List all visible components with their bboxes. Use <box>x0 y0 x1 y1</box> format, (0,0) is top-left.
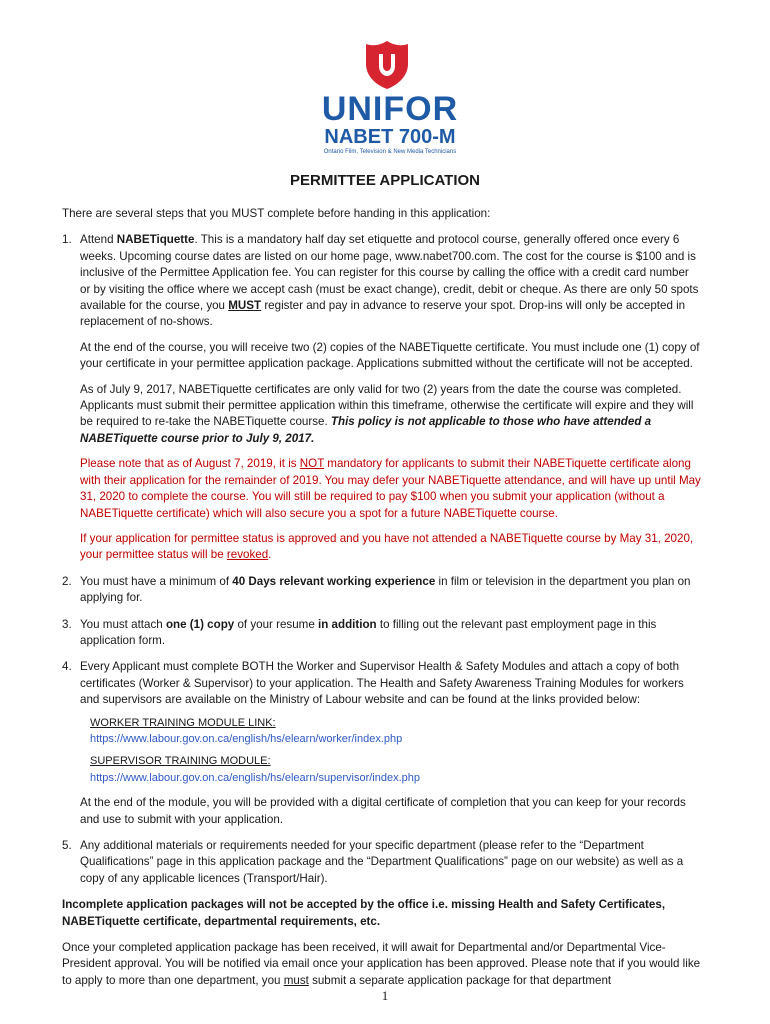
item-4-certificate-note: At the end of the module, you will be provided with a digital certificate of completion that you can keep for your records and use to submit with your application. <box>80 796 686 826</box>
brand-name: UNIFOR <box>321 90 459 128</box>
brand-tagline: Ontario Film, Television & New Media Technicians <box>323 149 457 155</box>
supervisor-module-link[interactable]: https://www.labour.gov.on.ca/english/hs/elearn/supervisor/index.php <box>90 771 420 784</box>
intro-text: There are several steps that you MUST complete before handing in this application: <box>62 207 491 220</box>
item-number: 4. <box>62 660 72 674</box>
page-number: 1 <box>381 988 389 1003</box>
brand-text <box>315 92 465 156</box>
item-1-paragraph-2: At the end of the course, you will receive two (2) copies of the NABETiquette certificate. You must include one (1) copy of your certificate in your permittee application package. Applications submitted without the certificate will not be accepted. <box>80 340 700 371</box>
training-links <box>80 715 702 787</box>
item-1-paragraph-3: As of July 9, 2017, NABETiquette certificates are only valid for two (2) years from the date the course was completed. Applicants must submit their permittee application within this timeframe, otherwise the certificate will expire and they will be required to re-take the NABETiquette course. This policy is not applicable to those who have attended a NABETiquette course prior to July 9, 2017. <box>80 382 694 445</box>
list-item-5 <box>62 838 702 887</box>
item-number: 2. <box>62 574 72 588</box>
item-1-notice: Please note that as of August 7, 2019, it is NOT mandatory for applicants to submit their NABETiquette certificate along with their application for the remainder of 2019. You may defer your NABETiquette attendance, and will have up until May 31, 2020 to complete the course. You will still be required to pay $100 when you submit your application (without a NABETiquette certificate) which will also secure you a spot for a future NABETiquette course. <box>80 457 701 520</box>
supervisor-module-label: SUPERVISOR TRAINING MODULE: <box>90 755 271 768</box>
worker-module-label: WORKER TRAINING MODULE LINK: <box>90 716 276 729</box>
item-3-text: You must attach one (1) copy of your resume in addition to filling out the relevant past employment page in this application form. <box>80 617 657 647</box>
list-item-4 <box>62 659 702 828</box>
final-paragraph: Once your completed application package has been received, it will await for Departmental and/or Departmental Vice-President approval. You will be notified via email once your application has been approved. Please note that if you would like to apply to more than one department, you must submit a separate application package for that department <box>62 941 701 987</box>
worker-module-link[interactable]: https://www.labour.gov.on.ca/english/hs/elearn/worker/index.php <box>90 732 403 745</box>
list-item-2 <box>62 574 702 607</box>
incomplete-notice: Incomplete application packages will not be accepted by the office i.e. missing Health and Safety Certificates, NABETiquette certificate, departmental requirements, etc. <box>62 898 666 928</box>
list-item-1 <box>62 232 702 563</box>
unifor-logo <box>315 40 465 160</box>
item-2-text: You must have a minimum of 40 Days relevant working experience in film or television in the department you plan on applying for. <box>80 574 691 605</box>
document-body <box>62 206 702 989</box>
item-number: 5. <box>62 839 72 852</box>
list-item-3 <box>62 617 702 650</box>
brand-local: NABET 700-M <box>324 126 456 148</box>
item-number: 3. <box>62 617 72 631</box>
item-number: 1. <box>62 233 72 247</box>
item-1-revocation-notice: If your application for permittee status is approved and you have not attended a NABETiquette course by May 31, 2020, your permittee status will be revoked. <box>80 531 694 562</box>
item-1-paragraph-1: Attend NABETiquette. This is a mandatory half day set etiquette and protocol course, generally offered once every 6 weeks. Upcoming course dates are listed on our home page, www.nabet700.com. The cost for the course is $100 and is inclusive of the Permittee Application fee. You can register for this course by calling the office with a credit card number or by visiting the office where we accept cash (must be exact change), credit, debit or cheque. As there are only 50 spots available for the course, you MUST register and pay in advance to reserve your spot. Drop-ins will only be accepted in replacement of no-shows. <box>80 233 699 329</box>
item-5-text: Any additional materials or requirements needed for your specific department (please refer to the “Department Qualifications” page in this application package and the “Department Qualifications” page on our website) as well as a copy of any applicable licences (Transport/Hair). <box>80 839 684 885</box>
page-title: PERMITTEE APPLICATION <box>289 172 480 189</box>
item-4-text: Every Applicant must complete BOTH the Worker and Supervisor Health & Safety Modules and attach a copy of both certificates (Worker & Supervisor) to your application. The Health and Safety Awareness Training Modules for workers and supervisors are available on the Ministry of Labour website and can be found at the links provided below: <box>80 660 684 707</box>
shield-icon <box>365 40 409 90</box>
